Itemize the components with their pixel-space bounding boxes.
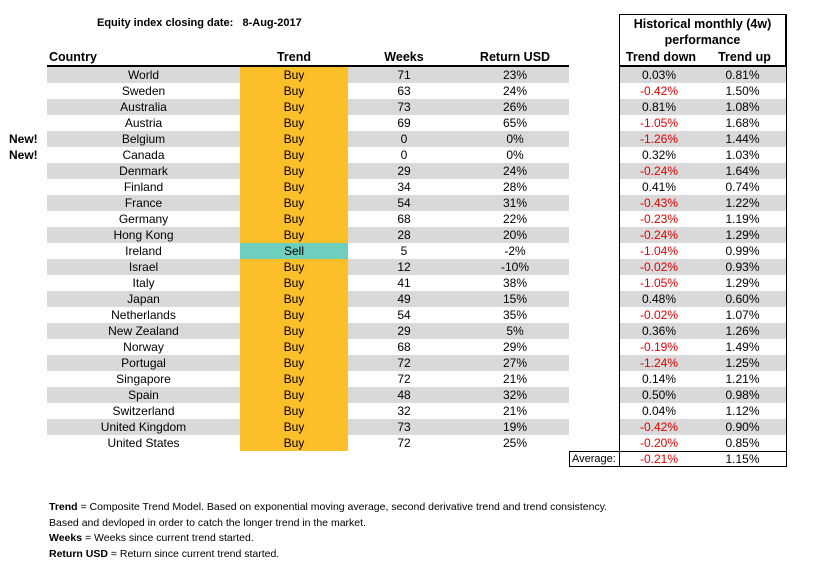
closing-date-header: [97, 17, 302, 29]
country-cell: Norway: [123, 340, 164, 354]
table-row: [0, 227, 831, 243]
average-trend-down: -0.21%: [639, 452, 679, 466]
performance-title-line1: Historical monthly (4w): [633, 17, 772, 31]
weeks-cell: 72: [397, 436, 411, 450]
col-header-trend: Trend: [276, 50, 312, 64]
return-cell: 24%: [502, 84, 528, 98]
trend-cell: Buy: [240, 355, 348, 371]
return-cell: 27%: [502, 356, 528, 370]
footnote-text: = Weeks since current trend started.: [82, 532, 254, 544]
date-label: Equity index closing date:: [97, 17, 234, 29]
trend-cell: Buy: [240, 131, 348, 147]
trend-cell: Buy: [240, 259, 348, 275]
return-cell: 23%: [502, 68, 528, 82]
country-cell: United Kingdom: [100, 420, 187, 434]
trend-down-cell: -0.19%: [639, 340, 679, 354]
perf-right-border: [786, 14, 787, 466]
trend-cell: Buy: [240, 387, 348, 403]
country-cell: France: [124, 196, 163, 210]
col-header-return: Return USD: [479, 50, 551, 64]
performance-title: [619, 16, 786, 48]
new-badge: New!: [9, 132, 38, 146]
trend-down-cell: 0.04%: [641, 404, 677, 418]
trend-down-cell: 0.36%: [641, 324, 677, 338]
weeks-cell: 5: [400, 244, 408, 258]
weeks-cell: 63: [397, 84, 411, 98]
table-row: [0, 275, 831, 291]
trend-down-cell: -1.24%: [639, 356, 679, 370]
trend-cell: Buy: [240, 83, 348, 99]
footnotes: [49, 500, 609, 562]
trend-cell: Buy: [240, 67, 348, 83]
weeks-cell: 29: [397, 164, 411, 178]
weeks-cell: 29: [397, 324, 411, 338]
return-cell: 65%: [502, 116, 528, 130]
trend-up-cell: 1.25%: [725, 356, 760, 370]
return-cell: 0%: [506, 148, 524, 162]
return-cell: 22%: [502, 212, 528, 226]
country-cell: Finland: [123, 180, 164, 194]
return-cell: 32%: [502, 388, 528, 402]
weeks-cell: 68: [397, 212, 411, 226]
return-cell: 35%: [502, 308, 528, 322]
trend-down-cell: -0.23%: [639, 212, 679, 226]
footnote-term: Weeks: [49, 532, 83, 544]
table-row: [0, 147, 831, 163]
trend-cell: Buy: [240, 323, 348, 339]
country-cell: Belgium: [121, 132, 166, 146]
trend-up-cell: 0.99%: [725, 244, 760, 258]
trend-down-cell: -1.05%: [639, 276, 679, 290]
country-cell: Canada: [122, 148, 165, 162]
table-row: [0, 83, 831, 99]
trend-up-cell: 1.26%: [725, 324, 760, 338]
weeks-cell: 54: [397, 196, 411, 210]
col-header-weeks: Weeks: [384, 50, 424, 64]
trend-down-cell: 0.41%: [641, 180, 677, 194]
return-cell: 5%: [506, 324, 524, 338]
table-row: [0, 307, 831, 323]
table-row: [0, 419, 831, 435]
performance-title-line2: performance: [664, 33, 741, 47]
trend-down-cell: 0.03%: [641, 68, 677, 82]
footnote-weeks: [49, 531, 609, 547]
trend-up-cell: 1.12%: [725, 404, 760, 418]
trend-up-cell: 0.60%: [725, 292, 760, 306]
return-cell: 38%: [502, 276, 528, 290]
trend-down-cell: -1.26%: [639, 132, 679, 146]
trend-down-cell: 0.48%: [641, 292, 677, 306]
country-cell: United States: [107, 436, 180, 450]
date-value: 8-Aug-2017: [242, 17, 302, 29]
footnote-trend: [49, 500, 609, 531]
trend-down-cell: 0.50%: [641, 388, 677, 402]
country-cell: Switzerland: [112, 404, 175, 418]
weeks-cell: 34: [397, 180, 411, 194]
trend-up-cell: 1.19%: [725, 212, 760, 226]
country-cell: Australia: [120, 100, 167, 114]
trend-up-cell: 1.21%: [725, 372, 760, 386]
trend-up-cell: 1.22%: [725, 196, 760, 210]
trend-up-cell: 1.50%: [725, 84, 760, 98]
return-cell: 24%: [502, 164, 528, 178]
footnote-text: = Return since current trend started.: [107, 547, 280, 560]
trend-up-cell: 0.85%: [725, 436, 760, 450]
trend-down-cell: 0.32%: [641, 148, 677, 162]
country-cell: Austria: [124, 116, 163, 130]
table-row: [0, 355, 831, 371]
trend-up-cell: 1.68%: [725, 116, 760, 130]
table-row: [0, 387, 831, 403]
table-row: [0, 403, 831, 419]
trend-cell: Buy: [240, 179, 348, 195]
trend-down-cell: -0.02%: [639, 260, 679, 274]
footnote-term: Return USD: [49, 547, 108, 560]
weeks-cell: 28: [397, 228, 411, 242]
return-cell: 20%: [502, 228, 528, 242]
trend-down-cell: -0.42%: [639, 420, 679, 434]
trend-down-cell: -0.24%: [639, 228, 679, 242]
new-badge: New!: [9, 148, 38, 162]
weeks-cell: 12: [397, 260, 411, 274]
table-row: [0, 131, 831, 147]
country-cell: Hong Kong: [113, 228, 174, 242]
trend-cell: Buy: [240, 275, 348, 291]
table-row: [0, 371, 831, 387]
country-cell: Ireland: [125, 244, 162, 258]
trend-cell: Buy: [240, 419, 348, 435]
weeks-cell: 0: [400, 132, 408, 146]
footnote-term: Trend: [49, 501, 78, 513]
trend-down-cell: 0.14%: [641, 372, 677, 386]
weeks-cell: 41: [397, 276, 411, 290]
return-cell: 28%: [502, 180, 528, 194]
table-row: [0, 259, 831, 275]
table-row: [0, 179, 831, 195]
trend-down-cell: -0.20%: [639, 436, 679, 450]
trend-up-cell: 1.49%: [725, 340, 760, 354]
trend-down-cell: -1.05%: [639, 116, 679, 130]
country-cell: Israel: [128, 260, 159, 274]
trend-up-cell: 1.44%: [725, 132, 760, 146]
trend-cell: Buy: [240, 211, 348, 227]
country-cell: Singapore: [116, 372, 171, 386]
trend-cell: Buy: [240, 307, 348, 323]
weeks-cell: 73: [397, 420, 411, 434]
table-row: [0, 163, 831, 179]
return-cell: 26%: [502, 100, 528, 114]
trend-cell: Buy: [240, 163, 348, 179]
country-cell: New Zealand: [108, 324, 179, 338]
country-cell: Germany: [118, 212, 169, 226]
return-cell: 25%: [502, 436, 528, 450]
footnote-text: = Composite Trend Model. Based on exponential moving average, second derivative trend and trend consistency. Based and devloped in order to catch the longer trend in the market.: [49, 501, 608, 529]
trend-down-cell: -1.04%: [639, 244, 679, 258]
country-cell: Portugal: [121, 356, 166, 370]
footnote-return: [49, 547, 609, 563]
table-row: [0, 435, 831, 451]
trend-up-cell: 0.90%: [725, 420, 760, 434]
trend-cell: Buy: [240, 227, 348, 243]
country-cell: Netherlands: [111, 308, 176, 322]
return-cell: 29%: [502, 340, 528, 354]
trend-cell: Buy: [240, 403, 348, 419]
weeks-cell: 69: [397, 116, 411, 130]
weeks-cell: 49: [397, 292, 411, 306]
table-row: [0, 291, 831, 307]
return-cell: -2%: [504, 244, 526, 258]
trend-cell: Buy: [240, 195, 348, 211]
weeks-cell: 32: [397, 404, 411, 418]
average-label: Average:: [572, 453, 616, 465]
col-header-trend-down: Trend down: [625, 50, 697, 64]
trend-cell: Buy: [240, 147, 348, 163]
trend-up-cell: 1.29%: [725, 228, 760, 242]
country-cell: Sweden: [121, 84, 166, 98]
col-header-trend-up: Trend up: [718, 50, 771, 64]
trend-down-cell: -0.24%: [639, 164, 679, 178]
country-cell: Denmark: [119, 164, 168, 178]
weeks-cell: 54: [397, 308, 411, 322]
trend-cell: Buy: [240, 435, 348, 451]
trend-down-cell: -0.43%: [639, 196, 679, 210]
table-row: [0, 195, 831, 211]
trend-up-cell: 0.81%: [725, 68, 760, 82]
weeks-cell: 71: [397, 68, 411, 82]
table-row: [0, 339, 831, 355]
trend-cell: Buy: [240, 339, 348, 355]
table-row: [0, 323, 831, 339]
trend-cell: Buy: [240, 371, 348, 387]
return-cell: 21%: [502, 372, 528, 386]
trend-up-cell: 0.98%: [725, 388, 760, 402]
country-cell: Italy: [132, 276, 155, 290]
weeks-cell: 72: [397, 356, 411, 370]
weeks-cell: 73: [397, 100, 411, 114]
return-cell: 0%: [506, 132, 524, 146]
trend-cell: Buy: [240, 115, 348, 131]
trend-cell: Buy: [240, 291, 348, 307]
return-cell: 19%: [502, 420, 528, 434]
trend-up-cell: 1.08%: [725, 100, 760, 114]
trend-down-cell: -0.42%: [639, 84, 679, 98]
table-row: [0, 67, 831, 83]
country-cell: Japan: [127, 292, 160, 306]
weeks-cell: 68: [397, 340, 411, 354]
trend-up-cell: 1.29%: [725, 276, 760, 290]
perf-left-border: [619, 66, 620, 466]
return-cell: 15%: [502, 292, 528, 306]
table-row: [0, 211, 831, 227]
trend-up-cell: 0.93%: [725, 260, 760, 274]
return-cell: 31%: [502, 196, 528, 210]
weeks-cell: 48: [397, 388, 411, 402]
average-trend-up: 1.15%: [725, 452, 760, 466]
table-row: [0, 99, 831, 115]
country-cell: World: [127, 68, 160, 82]
trend-up-cell: 1.03%: [725, 148, 760, 162]
trend-cell: Sell: [240, 243, 348, 259]
return-cell: 21%: [502, 404, 528, 418]
table-row: [0, 243, 831, 259]
col-header-country: Country: [49, 50, 97, 64]
trend-down-cell: 0.81%: [641, 100, 677, 114]
trend-up-cell: 0.74%: [725, 180, 760, 194]
country-cell: Spain: [128, 388, 159, 402]
return-cell: -10%: [500, 260, 529, 274]
table-row: [0, 115, 831, 131]
trend-up-cell: 1.64%: [725, 164, 760, 178]
weeks-cell: 0: [400, 148, 408, 162]
weeks-cell: 72: [397, 372, 411, 386]
trend-cell: Buy: [240, 99, 348, 115]
trend-down-cell: -0.02%: [639, 308, 679, 322]
trend-up-cell: 1.07%: [725, 308, 760, 322]
